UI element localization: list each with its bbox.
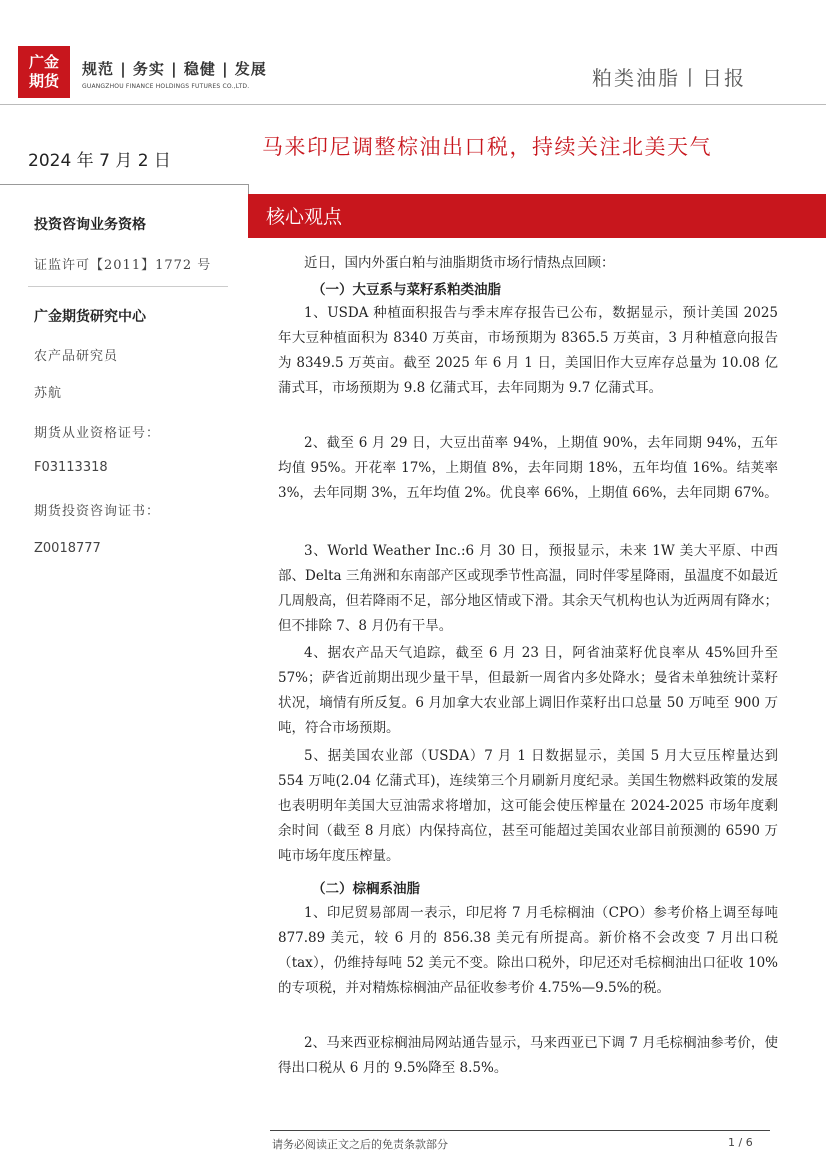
logo-text-line2: 期货 xyxy=(28,72,59,90)
s1-paragraph-2: 2、截至 6 月 29 日，大豆出苗率 94%，上期值 90%，去年同期 94%，五年均值 95%。开花率 17%，上期值 8%，去年同期 18%，五年均值 16%。结荚率 3%，去年同期 3%，五年均值 2%。优良率 66%，上期值 66%，去年同期 67%。 xyxy=(278,435,778,501)
s1-paragraph-1: 1、USDA 种植面积报告与季末库存报告已公布，数据显示，预计美国 2025 年大豆种植面积为 8340 万英亩，市场预期为 8365.5 万英亩，3 月种植意向报告为 8349.5 万英亩。截至 2025 年 6 月 1 日，美国旧作大豆库存总量为 10.08 亿蒲式耳，市场预期为 9.8 亿蒲式耳，去年同期为 9.7 亿蒲式耳。 xyxy=(278,305,778,396)
report-date: 2024 年 7 月 2 日 xyxy=(28,151,171,171)
license-number: 证监许可【2011】1772 号 xyxy=(34,258,212,273)
qualification-heading: 投资咨询业务资格 xyxy=(34,217,146,233)
date-divider xyxy=(0,184,248,185)
futures-cert-label: 期货从业资格证号： xyxy=(34,426,161,441)
footer-divider xyxy=(270,1130,770,1131)
analyst-role: 农产品研究员 xyxy=(34,349,119,364)
section1-heading: （一）大豆系与菜籽系粕类油脂 xyxy=(312,282,501,298)
banner-title: 核心观点 xyxy=(266,206,343,228)
analyst-name: 苏航 xyxy=(34,386,63,401)
page-number: 1 / 6 xyxy=(728,1136,753,1149)
s2-paragraph-2: 2、马来西亚棕榈油局网站通告显示，马来西亚已下调 7 月毛棕榈油参考价，使得出口税从 6 月的 9.5%降至 8.5%。 xyxy=(278,1035,778,1076)
report-title: 马来印尼调整棕油出口税，持续关注北美天气 xyxy=(262,135,712,159)
s1-paragraph-4: 4、据农产品天气追踪，截至 6 月 23 日，阿省油菜籽优良率从 45%回升至 57%；萨省近前期出现少量干旱，但最新一周省内多处降水；曼省未单独统计菜籽状况，墒情有所反复。6 月加拿大农业部上调旧作菜籽出口总量 50 万吨至 900 万吨，符合市场预期。 xyxy=(278,645,778,736)
s1-paragraph-3: 3、World Weather Inc.:6 月 30 日，预报显示，未来 1W 美大平原、中西部、Delta 三角洲和东南部产区或现季节性高温，同时伴零星降雨，虽温度不如最近几周般高，但若降雨不足，部分地区情或下滑。其余天气机构也认为近两周有降水；但不排除 7、8 月仍有干旱。 xyxy=(278,543,778,634)
disclaimer-link: 请务必阅读正文之后的免责条款部分 xyxy=(272,1138,448,1151)
futures-cert-number: F03113318 xyxy=(34,460,108,475)
advisory-cert-label: 期货投资咨询证书： xyxy=(34,504,161,519)
s1-paragraph-5: 5、据美国农业部（USDA）7 月 1 日数据显示，美国 5 月大豆压榨量达到 554 万吨(2.04 亿蒲式耳)，连续第三个月刷新月度纪录。美国生物燃料政策的发展也表明明年美国大豆油需求将增加，这可能会使压榨量在 2024-2025 市场年度剩余时间（截至 8 月底）内保持高位，甚至可能超过美国农业部目前预测的 6590 万吨市场年度压榨量。 xyxy=(278,748,778,864)
advisory-cert-number: Z0018777 xyxy=(34,541,101,556)
intro-paragraph: 近日，国内外蛋白粕与油脂期货市场行情热点回顾： xyxy=(304,255,615,271)
logo-text-line1: 广金 xyxy=(28,53,59,71)
company-logo xyxy=(18,46,70,98)
research-center-heading: 广金期货研究中心 xyxy=(34,309,146,325)
s2-paragraph-1: 1、印尼贸易部周一表示，印尼将 7 月毛棕榈油（CPO）参考价格上调至每吨 877.89 美元，较 6 月的 856.38 美元有所提高。新价格不会改变 7 月出口税（tax），仍维持每吨 52 美元不变。除出口税外，印尼还对毛棕榈油出口征收 10%的专项税，并对精炼棕榈油产品征收参考价 4.75%—9.5%的税。 xyxy=(278,905,778,996)
company-english-name: GUANGZHOU FINANCE HOLDINGS FUTURES CO.,LTD. xyxy=(82,83,250,90)
section2-heading: （二）棕榈系油脂 xyxy=(312,881,420,897)
sidebar-divider xyxy=(28,286,228,287)
report-type: 粕类油脂丨日报 xyxy=(592,66,746,90)
company-slogan: 规范 | 务实 | 稳健 | 发展 xyxy=(82,60,267,78)
header-divider xyxy=(0,104,826,105)
